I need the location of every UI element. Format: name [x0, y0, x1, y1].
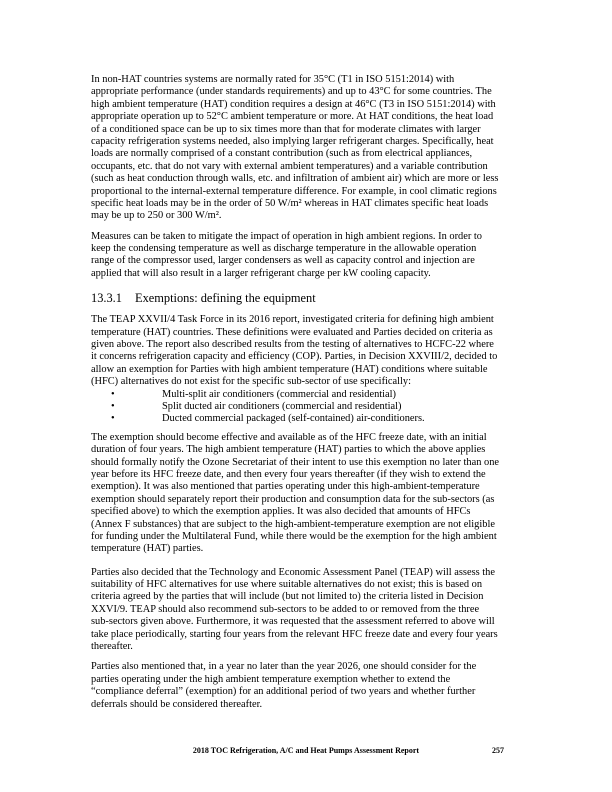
text-line: specific heat loads may be in the order of 50 W/m² whereas in HAT climates specific heat loads	[91, 197, 489, 209]
paragraph-non-hat-rating	[91, 74, 521, 223]
text-line: temperature (HAT) countries. These definitions were evaluated and Parties decided on criteria as	[91, 326, 493, 338]
text-line: (Annex F substances) that are subject to the high-ambient-temperature exemption are not eligible	[91, 518, 495, 530]
text-line: Parties also decided that the Technology and Economic Assessment Panel (TEAP) will assess the	[91, 566, 495, 578]
bullet-list-subsectors	[91, 389, 521, 426]
text-line: deferrals should be considered thereafter.	[91, 698, 263, 710]
text-line: it concerns refrigeration capacity and efficiency (COP). Parties, in Decision XXVIII/2, decided to	[91, 351, 498, 363]
page-body	[91, 74, 521, 711]
footer-report-title: 2018 TOC Refrigeration, A/C and Heat Pumps Assessment Report	[192, 746, 420, 755]
text-line: exemption). It was also mentioned that parties operating under this high-ambient-temperature	[91, 481, 480, 493]
text-line: capacity refrigeration systems needed, also implying larger refrigerant charges. Specifically, heat	[91, 135, 494, 147]
text-line: • Ducted commercial packaged (self-contained) air-conditioners.	[91, 413, 521, 425]
text-line: Parties also mentioned that, in a year no later than the year 2026, one should consider for the	[91, 661, 477, 673]
text-line: of a conditioned space can be up to six times more than that for moderate climates with larger	[91, 123, 481, 135]
text-line: (HFC) alternatives do not exist for the specific sub-sector of use specifically:	[91, 376, 411, 388]
text-line: given above. The report also described results from the testing of alternatives to HCFC-22 where	[91, 339, 494, 351]
section-title: Exemptions: defining the equipment	[135, 291, 316, 306]
text-line: proportional to the internal-external temperature difference. For example, in cool climatic regions	[91, 185, 497, 197]
paragraph-exemption-terms	[91, 432, 521, 556]
text-line: allow an exemption for Parties with high ambient temperature (HAT) conditions where suitable	[91, 363, 488, 375]
text-line: take place periodically, starting four years from the relevant HFC freeze date and every four years	[91, 628, 498, 640]
text-line: high ambient temperature (HAT) condition requires a design at 46°C (T3 in ISO 5151:2014) with	[91, 98, 496, 110]
text-line: appropriate performance (under standards requirements) and up to 43°C for some countries. The	[91, 86, 492, 98]
text-line: applied that will also result in a larger refrigerant charge per kW cooling capacity.	[91, 267, 431, 279]
text-line: suitability of HFC alternatives for use where suitable alternatives do not exist; this is based on	[91, 579, 483, 591]
text-line: • Multi-split air conditioners (commercial and residential)	[91, 389, 521, 401]
text-line: • Split ducted air conditioners (commercial and residential)	[91, 401, 521, 413]
text-line: for funding under the Multilateral Fund, while there would be the exemption for the high ambient	[91, 530, 497, 542]
text-line: appropriate operation up to 52°C ambient temperature or more. At HAT conditions, the heat load	[91, 111, 494, 123]
text-line: temperature (HAT) parties.	[91, 543, 204, 555]
text-line: The exemption should become effective and available as of the HFC freeze date, with an initial	[91, 431, 487, 443]
paragraph-mitigation-measures	[91, 231, 521, 281]
text-line: range of the compressor used, larger condensers as well as capacity control and injection are	[91, 255, 475, 267]
paragraph-compliance-deferral	[91, 661, 521, 711]
text-line: (such as heat conduction through walls, etc. and infiltration of ambient air) which are more or less	[91, 173, 499, 185]
footer-page-number: 257	[492, 746, 504, 755]
paragraph-teap-assessment	[91, 567, 521, 654]
text-line: criteria agreed by the parties that will include (but not limited to) the criteria listed in Decision	[91, 591, 484, 603]
text-line: may be up to 250 or 300 W/m².	[91, 210, 222, 222]
text-line: sub-sectors given above. Furthermore, it was requested that the assessment referred to above will	[91, 616, 495, 628]
text-line: thereafter.	[91, 641, 133, 653]
text-line: keep the condensing temperature as well as discharge temperature in the allowable operation	[91, 243, 477, 255]
text-line: duration of four years. The high ambient temperature (HAT) parties to which the above applies	[91, 444, 486, 456]
text-line: The TEAP XXVII/4 Task Force in its 2016 report, investigated criteria for defining high ambient	[91, 314, 494, 326]
paragraph-teap-task-force	[91, 314, 521, 388]
text-line: should formally notify the Ozone Secretariat of their intent to use this exemption no later than one	[91, 456, 500, 468]
text-line: exemption should separately report their production and consumption data for the sub-sectors (as	[91, 493, 495, 505]
section-number: 13.3.1	[91, 291, 122, 306]
text-line: specified above) to which the exemption applies. It was also decided that amounts of HFCs	[91, 506, 471, 518]
text-line: XXVI/9. TEAP should also recommend sub-sectors to be added to or removed from the three	[91, 603, 480, 615]
text-line: year before its HFC freeze date, and then every four years thereafter (if they wish to extend the	[91, 468, 486, 480]
page-footer	[0, 746, 612, 758]
text-line: Measures can be taken to mitigate the impact of operation in high ambient regions. In order to	[91, 230, 482, 242]
text-line: parties operating under the high ambient temperature exemption whether to extend the	[91, 673, 451, 685]
text-line: loads are normally comprised of a constant contribution (such as from electrical appliances,	[91, 148, 473, 160]
section-heading	[91, 291, 521, 305]
text-line: “compliance deferral” (exemption) for an additional period of two years and whether further	[91, 686, 476, 698]
text-line: occupants, etc. that do not vary with external ambient temperatures) and a variable contribution	[91, 160, 488, 172]
text-line: In non-HAT countries systems are normally rated for 35°C (T1 in ISO 5151:2014) with	[91, 74, 455, 85]
